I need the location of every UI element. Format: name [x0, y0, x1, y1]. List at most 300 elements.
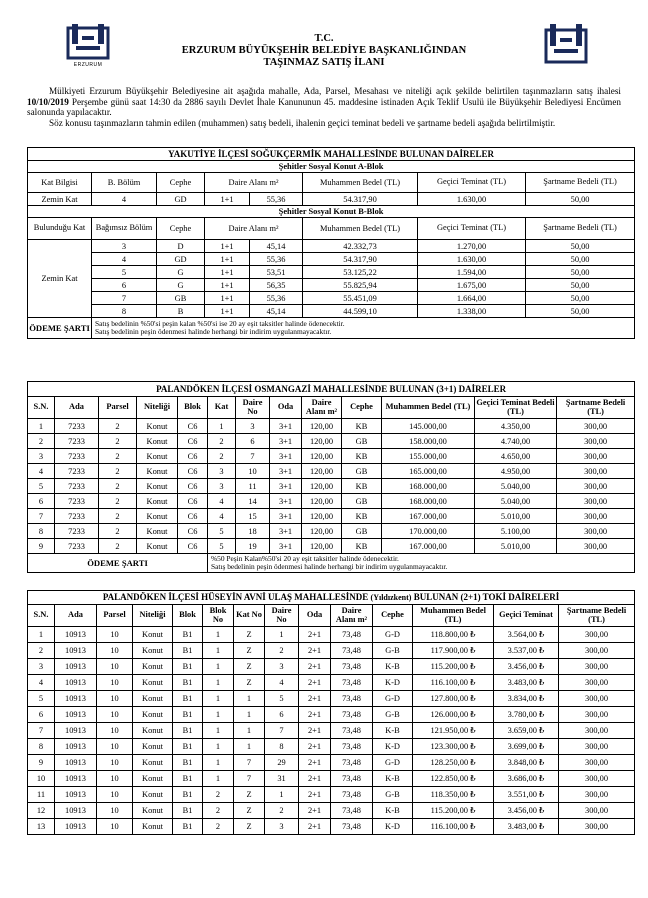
- section-title-part: PALANDÖKEN İLÇESİ HÜSEYİN AVNİ ULAŞ MAHALLESİNDE: [102, 592, 371, 602]
- table-cell: 3.699,00 ₺: [494, 739, 559, 755]
- table-cell: 1+1: [205, 279, 250, 292]
- table-cell: K-D: [373, 819, 413, 835]
- table-cell: 6: [92, 279, 157, 292]
- table-row: [28, 707, 635, 723]
- table-cell: 50,00: [526, 305, 635, 318]
- table-cell: GD: [157, 193, 205, 206]
- table-cell: 10: [97, 723, 133, 739]
- table-row: [28, 691, 635, 707]
- table-cell: 2: [99, 434, 137, 449]
- payment-terms-row: [28, 554, 635, 573]
- table-cell: 54.317,90: [303, 193, 418, 206]
- table-cell: G-D: [373, 755, 413, 771]
- table-cell: 3: [28, 659, 55, 675]
- table-cell: 73,48: [331, 659, 373, 675]
- table-cell: 167.000,00: [382, 539, 475, 554]
- table-cell: 4: [208, 509, 236, 524]
- table-cell: 6: [236, 434, 270, 449]
- table-cell: G-B: [373, 707, 413, 723]
- table-cell: 10: [97, 707, 133, 723]
- table-cell: Z: [234, 819, 265, 835]
- table-cell: 1: [203, 627, 234, 643]
- table-row: [28, 539, 635, 554]
- table-cell: 7233: [55, 464, 99, 479]
- column-header: Kat No: [234, 605, 265, 627]
- table-cell: Konut: [137, 524, 178, 539]
- table-cell: B1: [173, 659, 203, 675]
- table-cell: 10913: [55, 675, 97, 691]
- table-cell: 10913: [55, 691, 97, 707]
- table-cell: 5: [208, 539, 236, 554]
- section-title: YAKUTİYE İLÇESİ SOĞUKÇERMİK MAHALLESİNDE BULUNAN DAİRELER: [28, 148, 635, 161]
- table-cell: 29: [265, 755, 299, 771]
- table-row: [28, 279, 635, 292]
- table-cell: 300,00: [557, 464, 635, 479]
- table-cell: B1: [173, 739, 203, 755]
- table-cell: 120,00: [302, 419, 342, 434]
- table-cell: 120,00: [302, 449, 342, 464]
- table-cell: 300,00: [557, 494, 635, 509]
- table-cell: 3.483,00 ₺: [494, 675, 559, 691]
- table-cell: C6: [178, 464, 208, 479]
- table-cell: 300,00: [559, 723, 635, 739]
- table-cell: 2: [99, 509, 137, 524]
- table-cell: 44.599,10: [303, 305, 418, 318]
- column-header: B. Bölüm: [92, 173, 157, 193]
- table-cell: 120,00: [302, 464, 342, 479]
- table-cell: 10913: [55, 755, 97, 771]
- table-cell: 7: [92, 292, 157, 305]
- table-row: [28, 723, 635, 739]
- table-row: [28, 627, 635, 643]
- table-cell: 7233: [55, 479, 99, 494]
- table-cell: 300,00: [559, 755, 635, 771]
- column-header: Şartname Bedeli (TL): [526, 218, 635, 240]
- table-cell: 3.848,00 ₺: [494, 755, 559, 771]
- table-cell: G-B: [373, 643, 413, 659]
- table-row: [28, 803, 635, 819]
- table-cell: 9: [28, 755, 55, 771]
- intro-p1-part-c: Perşembe günü saat 14:30 da 2886 sayılı Devlet İhale Kanununun 45. maddesine istinaden Açık Teklif Usulü ile Büyükşehir Belediyesi Encümen salonunda yapılacaktır.: [27, 96, 621, 118]
- table-cell: C6: [178, 434, 208, 449]
- table-cell: 2+1: [299, 803, 331, 819]
- table-cell: 10913: [55, 643, 97, 659]
- table-cell: 1: [234, 691, 265, 707]
- table-cell: 300,00: [557, 449, 635, 464]
- table-row: [28, 434, 635, 449]
- table-cell: KB: [342, 509, 382, 524]
- table-cell: GB: [157, 292, 205, 305]
- table-cell: 11: [236, 479, 270, 494]
- table-cell: 10: [97, 739, 133, 755]
- table-cell: 7233: [55, 434, 99, 449]
- logo-caption: ERZURUM: [73, 62, 103, 68]
- column-header: Niteliği: [133, 605, 173, 627]
- table-cell: 5: [265, 691, 299, 707]
- section-osmangazi-table: [27, 381, 635, 573]
- column-header: S.N.: [28, 605, 55, 627]
- table-cell: 3.659,00 ₺: [494, 723, 559, 739]
- table-cell: 1+1: [205, 266, 250, 279]
- table-row: [28, 524, 635, 539]
- table-cell: 10: [97, 819, 133, 835]
- table-cell: 73,48: [331, 723, 373, 739]
- table-cell: GB: [342, 494, 382, 509]
- table-cell: 3: [236, 419, 270, 434]
- tender-date: 10/10/2019: [27, 96, 69, 107]
- table-cell: 1+1: [205, 253, 250, 266]
- table-cell: Konut: [133, 659, 173, 675]
- table-cell: 10: [97, 627, 133, 643]
- table-cell: 1+1: [205, 240, 250, 253]
- table-cell: 1: [234, 707, 265, 723]
- table-cell: 10: [97, 787, 133, 803]
- table-row: [28, 771, 635, 787]
- table-cell: K-D: [373, 739, 413, 755]
- table-cell: 7233: [55, 509, 99, 524]
- table-cell: 10: [97, 675, 133, 691]
- section-title: [28, 591, 635, 605]
- table-cell: GB: [342, 434, 382, 449]
- table-cell: 3.537,00 ₺: [494, 643, 559, 659]
- table-cell: 5.040,00: [475, 494, 557, 509]
- table-row: [28, 675, 635, 691]
- table-cell: 53.125,22: [303, 266, 418, 279]
- column-header: Muhammen Bedel (TL): [382, 397, 475, 419]
- table-cell: G-D: [373, 691, 413, 707]
- table-cell: 2+1: [299, 723, 331, 739]
- table-cell: 10913: [55, 819, 97, 835]
- table-row: [28, 193, 635, 206]
- payment-terms-line: Satış bedelinin %50'si peşin kalan %50'si ise 20 ay eşit taksitler halinde ödenecektir.: [95, 319, 345, 328]
- table-cell: KB: [342, 479, 382, 494]
- table-cell: 5: [92, 266, 157, 279]
- table-cell: 10: [28, 771, 55, 787]
- table-cell: 7233: [55, 494, 99, 509]
- table-cell: B1: [173, 643, 203, 659]
- table-cell: 73,48: [331, 739, 373, 755]
- table-cell: 3: [28, 449, 55, 464]
- table-cell: Konut: [137, 449, 178, 464]
- table-cell: 5: [208, 524, 236, 539]
- table-cell: 1.270,00: [418, 240, 526, 253]
- table-cell: 300,00: [557, 539, 635, 554]
- table-cell: G-D: [373, 627, 413, 643]
- table-cell: 2: [99, 539, 137, 554]
- table-cell: 4: [28, 675, 55, 691]
- column-header: Muhammen Bedel (TL): [413, 605, 494, 627]
- table-cell: Konut: [133, 707, 173, 723]
- table-cell: 3.564,00 ₺: [494, 627, 559, 643]
- table-cell: 50,00: [526, 279, 635, 292]
- intro-paragraph-2: Söz konusu taşınmazların tahmin edilen (muhammen) satış bedeli, ihalenin geçici teminat bedeli ve şartname bedeli aşağıda belirtilmiştir.: [49, 117, 556, 128]
- table-cell: Z: [234, 787, 265, 803]
- table-cell: 10: [236, 464, 270, 479]
- table-cell: 8: [265, 739, 299, 755]
- table-cell: 300,00: [557, 509, 635, 524]
- payment-terms-text: [92, 318, 635, 339]
- table-cell: 10913: [55, 627, 97, 643]
- table-cell: 120,00: [302, 509, 342, 524]
- table-cell: 73,48: [331, 803, 373, 819]
- column-header: Cephe: [157, 173, 205, 193]
- table-cell: 2: [28, 434, 55, 449]
- column-header: Ada: [55, 605, 97, 627]
- table-row: [28, 787, 635, 803]
- table-cell: 50,00: [526, 266, 635, 279]
- table-cell: 2: [208, 434, 236, 449]
- table-cell: 3: [92, 240, 157, 253]
- table-cell: 2: [203, 803, 234, 819]
- table-cell: 73,48: [331, 627, 373, 643]
- header-tc: T.C.: [314, 33, 334, 44]
- table-cell: 300,00: [559, 659, 635, 675]
- column-header: Bağımsız Bölüm: [92, 218, 157, 240]
- table-cell: 4: [28, 464, 55, 479]
- table-cell: Konut: [133, 755, 173, 771]
- column-header: Blok: [178, 397, 208, 419]
- table-cell: 1: [203, 755, 234, 771]
- table-cell: 1.664,00: [418, 292, 526, 305]
- column-header: Parsel: [99, 397, 137, 419]
- table-cell: 7: [236, 449, 270, 464]
- table-cell: 50,00: [526, 193, 635, 206]
- table-cell: 4.740,00: [475, 434, 557, 449]
- table-cell: 2: [99, 524, 137, 539]
- table-cell: 116.100,00 ₺: [413, 675, 494, 691]
- table-cell: 10913: [55, 659, 97, 675]
- table-cell: Konut: [133, 787, 173, 803]
- table-cell: Konut: [137, 494, 178, 509]
- table-cell: 7233: [55, 524, 99, 539]
- table-cell: 300,00: [557, 419, 635, 434]
- table-cell: 2: [28, 643, 55, 659]
- table-cell: GD: [157, 253, 205, 266]
- table-cell: 2+1: [299, 787, 331, 803]
- table-cell: C6: [178, 494, 208, 509]
- table-cell: G: [157, 279, 205, 292]
- table-cell: Konut: [137, 464, 178, 479]
- table-cell: 2: [99, 449, 137, 464]
- table-cell: 50,00: [526, 253, 635, 266]
- table-cell: 300,00: [559, 691, 635, 707]
- table-cell: 9: [28, 539, 55, 554]
- table-cell: 10913: [55, 707, 97, 723]
- table-cell: 1: [28, 419, 55, 434]
- table-row: [28, 755, 635, 771]
- table-cell: 2+1: [299, 739, 331, 755]
- table-cell: 300,00: [557, 434, 635, 449]
- table-row: [28, 449, 635, 464]
- table-cell: 1: [203, 643, 234, 659]
- table-cell: 5.040,00: [475, 479, 557, 494]
- table-cell: 10: [97, 771, 133, 787]
- table-cell: 2+1: [299, 819, 331, 835]
- table-cell: 300,00: [559, 787, 635, 803]
- table-cell: 300,00: [559, 771, 635, 787]
- table-cell: D: [157, 240, 205, 253]
- table-cell: 15: [236, 509, 270, 524]
- table-cell: 3: [265, 819, 299, 835]
- table-cell: 4: [265, 675, 299, 691]
- table-cell: K-B: [373, 771, 413, 787]
- table-cell: GB: [342, 524, 382, 539]
- table-cell: 10913: [55, 771, 97, 787]
- table-cell: 10: [97, 659, 133, 675]
- intro-text: [27, 86, 621, 128]
- table-cell: 2: [203, 819, 234, 835]
- table-cell: 3.483,00 ₺: [494, 819, 559, 835]
- table-cell: 6: [28, 494, 55, 509]
- table-cell: B1: [173, 627, 203, 643]
- table-cell: 73,48: [331, 707, 373, 723]
- column-header: Daire Alanı m²: [302, 397, 342, 419]
- table-cell: 2: [265, 803, 299, 819]
- table-cell: 300,00: [559, 643, 635, 659]
- table-cell: 45,14: [250, 305, 303, 318]
- table-cell: 168.000,00: [382, 479, 475, 494]
- table-cell: 1: [203, 691, 234, 707]
- table-row: [28, 240, 635, 253]
- table-cell: 300,00: [559, 819, 635, 835]
- table-cell: 7: [234, 771, 265, 787]
- table-cell: Konut: [133, 723, 173, 739]
- table-cell: Konut: [137, 419, 178, 434]
- table-cell: 1: [203, 707, 234, 723]
- table-cell: B1: [173, 819, 203, 835]
- table-cell: 73,48: [331, 755, 373, 771]
- table-cell: 3.456,00 ₺: [494, 659, 559, 675]
- table-cell: 54.317,90: [303, 253, 418, 266]
- table-cell: KB: [342, 539, 382, 554]
- table-cell: Konut: [133, 771, 173, 787]
- table-cell: 2: [203, 787, 234, 803]
- block-title: Şehitler Sosyal Konut A-Blok: [28, 161, 635, 173]
- table-cell: 13: [28, 819, 55, 835]
- table-row: [28, 253, 635, 266]
- table-cell: K-B: [373, 659, 413, 675]
- table-cell: 115.200,00 ₺: [413, 659, 494, 675]
- table-cell: 300,00: [557, 524, 635, 539]
- table-cell: 2: [99, 419, 137, 434]
- table-cell: 10913: [55, 739, 97, 755]
- table-cell: Konut: [137, 509, 178, 524]
- table-cell: Konut: [133, 739, 173, 755]
- table-row: [28, 739, 635, 755]
- table-cell: 3+1: [270, 524, 302, 539]
- table-cell: 1: [203, 659, 234, 675]
- column-header: Muhammen Bedel (TL): [303, 218, 418, 240]
- table-cell: 1: [234, 739, 265, 755]
- column-header: Şartname Bedeli (TL): [526, 173, 635, 193]
- table-cell: 55,36: [250, 193, 303, 206]
- table-cell: 120,00: [302, 479, 342, 494]
- table-cell: 14: [236, 494, 270, 509]
- column-header: S.N.: [28, 397, 55, 419]
- table-cell: 3.551,00 ₺: [494, 787, 559, 803]
- table-cell: 300,00: [559, 627, 635, 643]
- table-row: [28, 659, 635, 675]
- payment-terms-line: Satış bedelinin peşin ödenmesi halinde herhangi bir indirim uygulanmayacaktır.: [211, 562, 448, 571]
- column-header: Daire Alanı m²: [205, 173, 303, 193]
- column-header: Daire Alanı m²: [331, 605, 373, 627]
- payment-terms-line: %50 Peşin Kalan%50'si 20 ay eşit taksitler halinde ödenecektir.: [211, 554, 399, 563]
- table-cell: Z: [234, 675, 265, 691]
- table-cell: KB: [342, 449, 382, 464]
- table-cell: 73,48: [331, 819, 373, 835]
- table-cell: 10: [97, 691, 133, 707]
- table-cell: 165.000,00: [382, 464, 475, 479]
- table-cell: Konut: [133, 643, 173, 659]
- table-cell: 6: [28, 707, 55, 723]
- column-header: Oda: [270, 397, 302, 419]
- table-cell: 3.780,00 ₺: [494, 707, 559, 723]
- table-cell: 128.250,00 ₺: [413, 755, 494, 771]
- table-cell: 300,00: [559, 707, 635, 723]
- table-cell: 73,48: [331, 643, 373, 659]
- table-cell: 3+1: [270, 509, 302, 524]
- table-cell: 1: [265, 627, 299, 643]
- table-cell: 1: [203, 739, 234, 755]
- table-cell: 1.338,00: [418, 305, 526, 318]
- payment-terms-label: ÖDEME ŞARTI: [28, 554, 208, 573]
- table-cell: 7: [28, 509, 55, 524]
- table-cell: Zemin Kat: [28, 193, 92, 206]
- table-cell: 73,48: [331, 691, 373, 707]
- column-header: Oda: [299, 605, 331, 627]
- table-cell: 126.000,00 ₺: [413, 707, 494, 723]
- table-cell: K-B: [373, 803, 413, 819]
- table-cell: 5.100,00: [475, 524, 557, 539]
- table-cell: 120,00: [302, 494, 342, 509]
- table-cell: 1.630,00: [418, 253, 526, 266]
- table-cell: 158.000,00: [382, 434, 475, 449]
- table-cell: 3+1: [270, 434, 302, 449]
- table-cell: 1: [265, 787, 299, 803]
- table-cell: 5.010,00: [475, 509, 557, 524]
- table-cell: 7233: [55, 419, 99, 434]
- table-cell: 3: [265, 659, 299, 675]
- table-cell: KB: [342, 419, 382, 434]
- table-cell: 42.332,73: [303, 240, 418, 253]
- table-cell: 55,36: [250, 253, 303, 266]
- column-header: Kat: [208, 397, 236, 419]
- table-cell: 3.686,00 ₺: [494, 771, 559, 787]
- table-cell: 2: [208, 449, 236, 464]
- table-cell: 1+1: [205, 305, 250, 318]
- column-header: Geçici Teminat Bedeli (TL): [475, 397, 557, 419]
- table-row: [28, 464, 635, 479]
- table-cell: Konut: [133, 691, 173, 707]
- column-header: Kat Bilgisi: [28, 173, 92, 193]
- table-cell: B1: [173, 787, 203, 803]
- table-cell: Konut: [137, 539, 178, 554]
- table-cell: 73,48: [331, 787, 373, 803]
- block-title: Şehitler Sosyal Konut B-Blok: [28, 206, 635, 218]
- table-cell: 4.350,00: [475, 419, 557, 434]
- column-header: Blok: [173, 605, 203, 627]
- table-cell: 1.630,00: [418, 193, 526, 206]
- column-header: Daire No: [236, 397, 270, 419]
- table-cell: B1: [173, 771, 203, 787]
- table-row: [28, 494, 635, 509]
- table-cell: 2+1: [299, 771, 331, 787]
- table-cell: 167.000,00: [382, 509, 475, 524]
- table-cell: 300,00: [559, 803, 635, 819]
- column-header: Geçici Teminat (TL): [418, 218, 526, 240]
- table-cell: 121.950,00 ₺: [413, 723, 494, 739]
- table-cell: Z: [234, 659, 265, 675]
